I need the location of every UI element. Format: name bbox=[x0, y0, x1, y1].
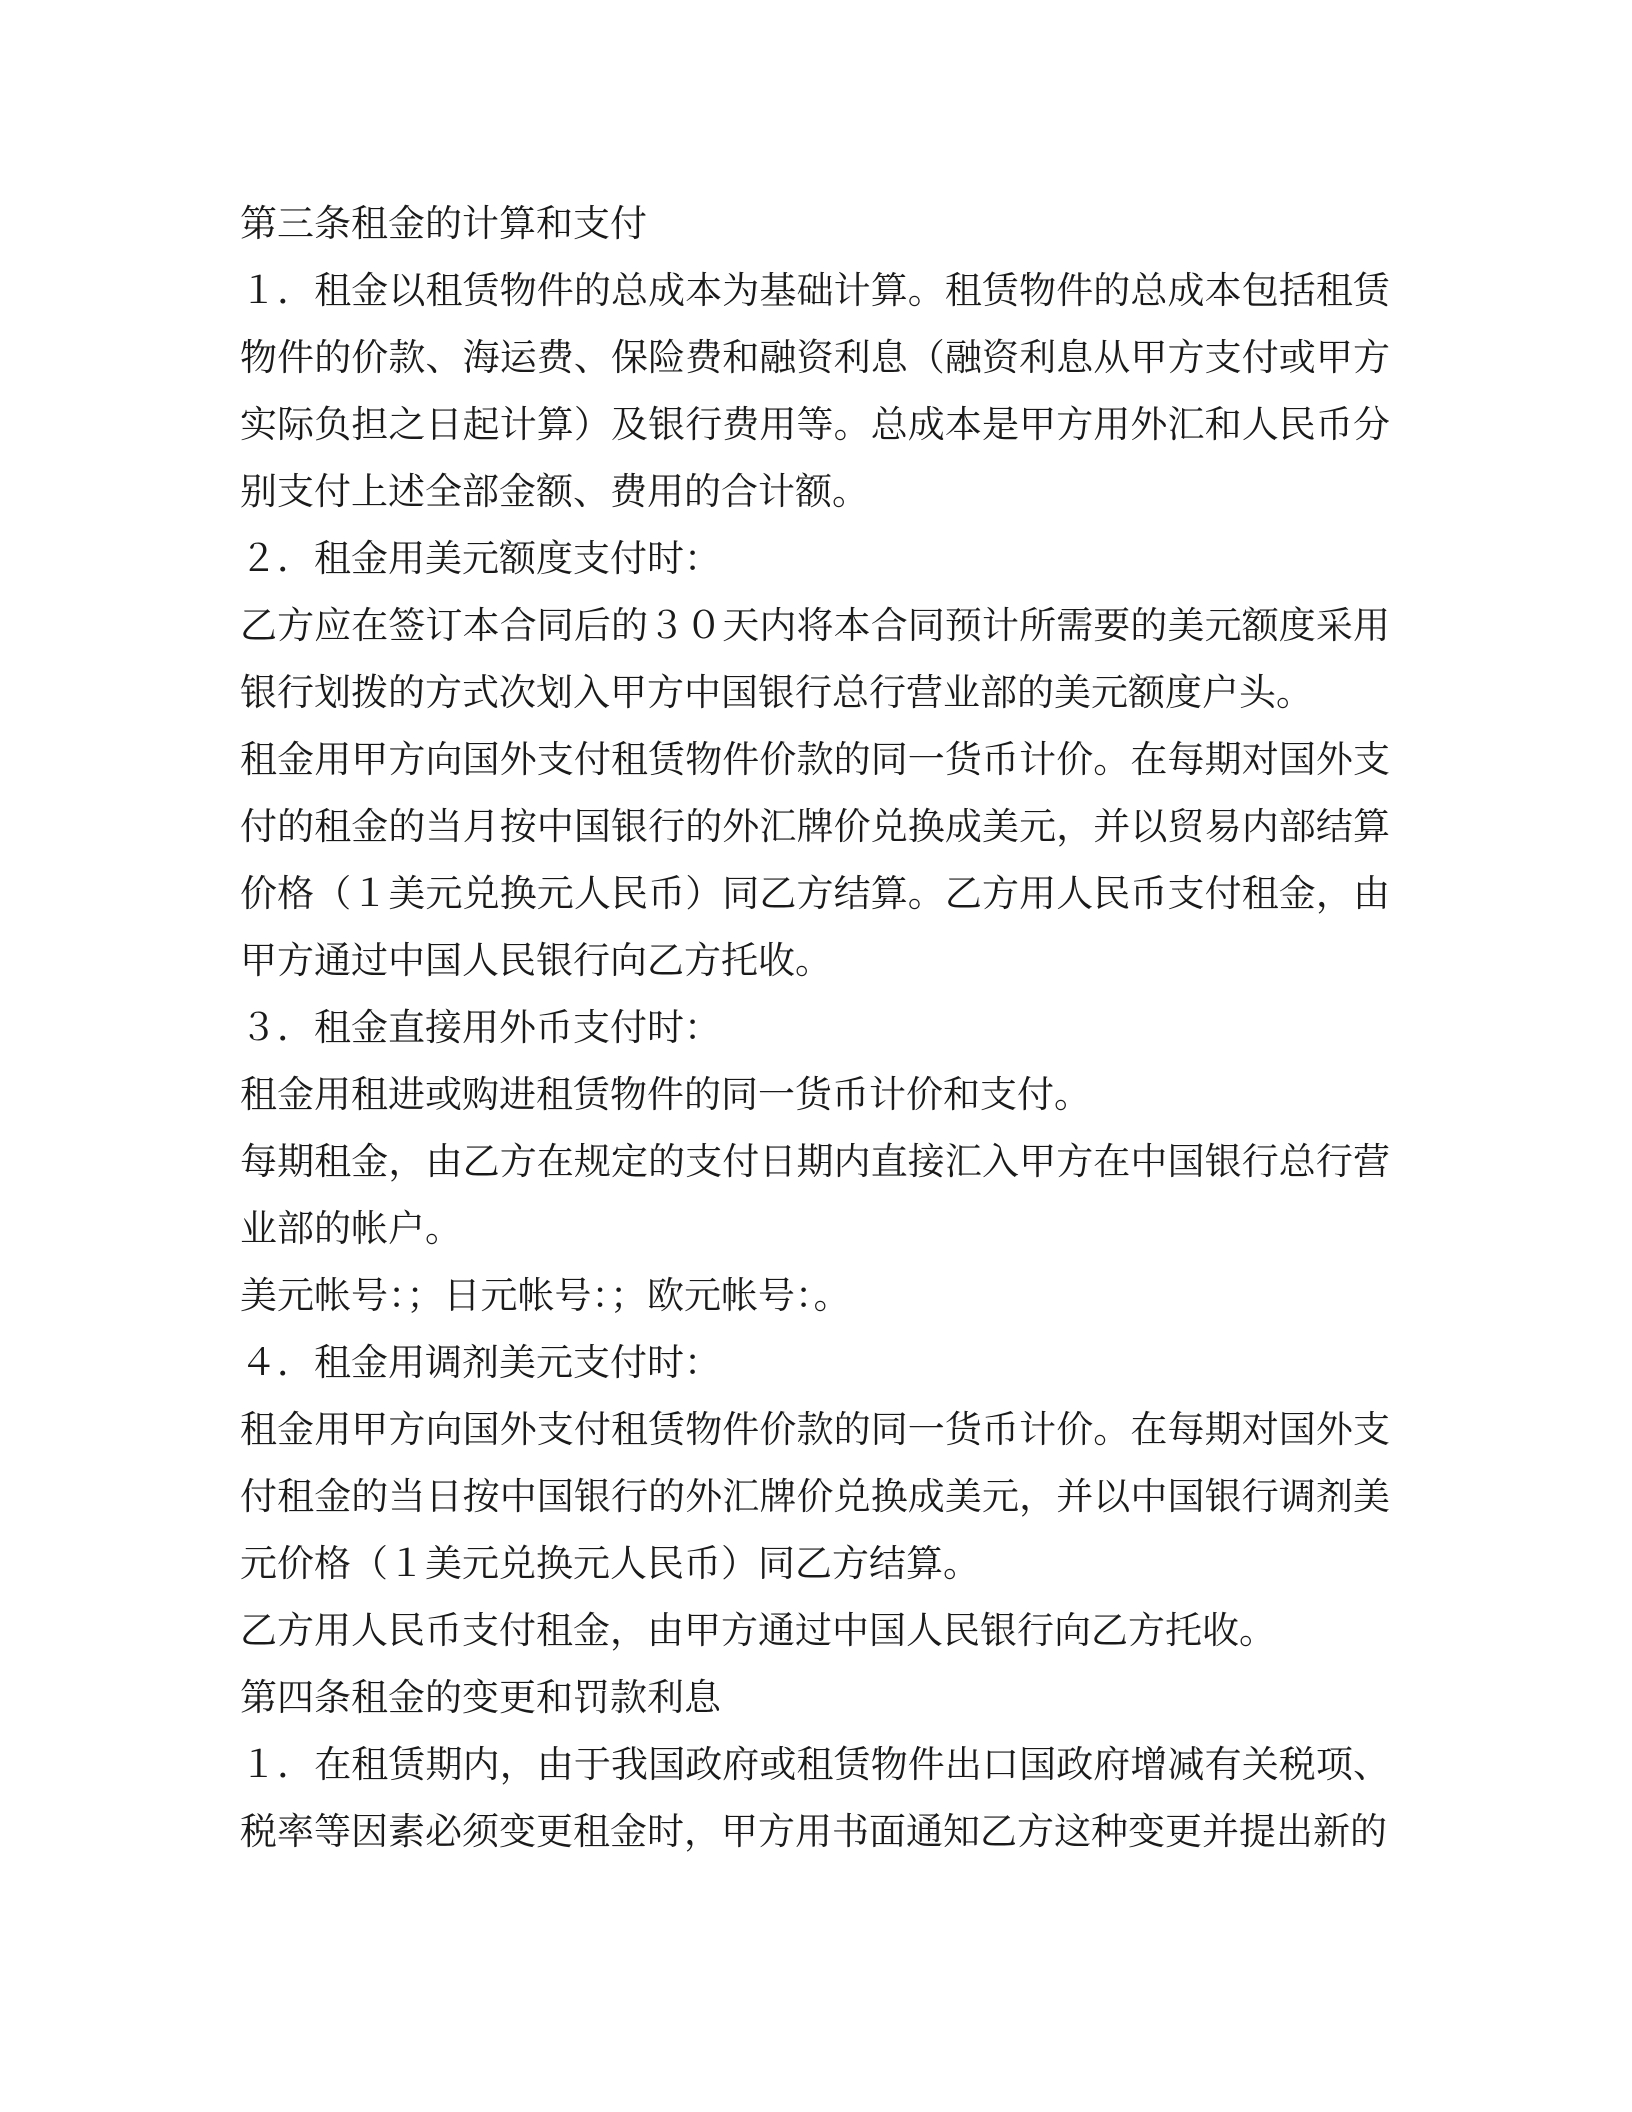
article-4-clause-1: １．在租赁期内，由于我国政府或租赁物件出口国政府增减有关税项、税率等因素必须变更租金时，甲方用书面通知乙方这种变更并提出新的 bbox=[240, 1743, 1390, 1853]
clause-3-paragraph-1: 租金用租进或购进租赁物件的同一货币计价和支付。 bbox=[240, 1073, 1091, 1116]
article-3-heading: 第三条租金的计算和支付 bbox=[240, 202, 647, 245]
clause-2-paragraph-1: 乙方应在签订本合同后的３０天内将本合同预计所需要的美元额度采用银行划拨的方式次划入甲方中国银行总行营业部的美元额度户头。 bbox=[240, 604, 1390, 714]
clause-3-paragraph-2: 每期租金，由乙方在规定的支付日期内直接汇入甲方在中国银行总行营业部的帐户。 bbox=[240, 1140, 1390, 1250]
clause-2-paragraph-2: 租金用甲方向国外支付租赁物件价款的同一货币计价。在每期对国外支付的租金的当月按中国银行的外汇牌价兑换成美元，并以贸易内部结算价格（１美元兑换元人民币）同乙方结算。乙方用人民币支付租金，由甲方通过中国人民银行向乙方托收。 bbox=[240, 738, 1390, 982]
clause-4-paragraph-2: 乙方用人民币支付租金，由甲方通过中国人民银行向乙方托收。 bbox=[240, 1609, 1276, 1652]
account-numbers-line: 美元帐号：；日元帐号：；欧元帐号：。 bbox=[240, 1274, 851, 1317]
article-3-clause-3-heading: ３．租金直接用外币支付时： bbox=[240, 1006, 721, 1049]
article-3-clause-2-heading: ２．租金用美元额度支付时： bbox=[240, 537, 721, 580]
clause-4-paragraph-1: 租金用甲方向国外支付租赁物件价款的同一货币计价。在每期对国外支付租金的当日按中国银行的外汇牌价兑换成美元，并以中国银行调剂美元价格（１美元兑换元人民币）同乙方结算。 bbox=[240, 1408, 1390, 1585]
article-3-clause-1: １．租金以租赁物件的总成本为基础计算。租赁物件的总成本包括租赁物件的价款、海运费、保险费和融资利息（融资利息从甲方支付或甲方实际负担之日起计算）及银行费用等。总成本是甲方用外汇和人民币分别支付上述全部金额、费用的合计额。 bbox=[240, 269, 1390, 513]
article-3-clause-4-heading: ４．租金用调剂美元支付时： bbox=[240, 1341, 721, 1384]
document-body bbox=[240, 190, 1390, 1865]
article-4-heading: 第四条租金的变更和罚款利息 bbox=[240, 1676, 721, 1719]
